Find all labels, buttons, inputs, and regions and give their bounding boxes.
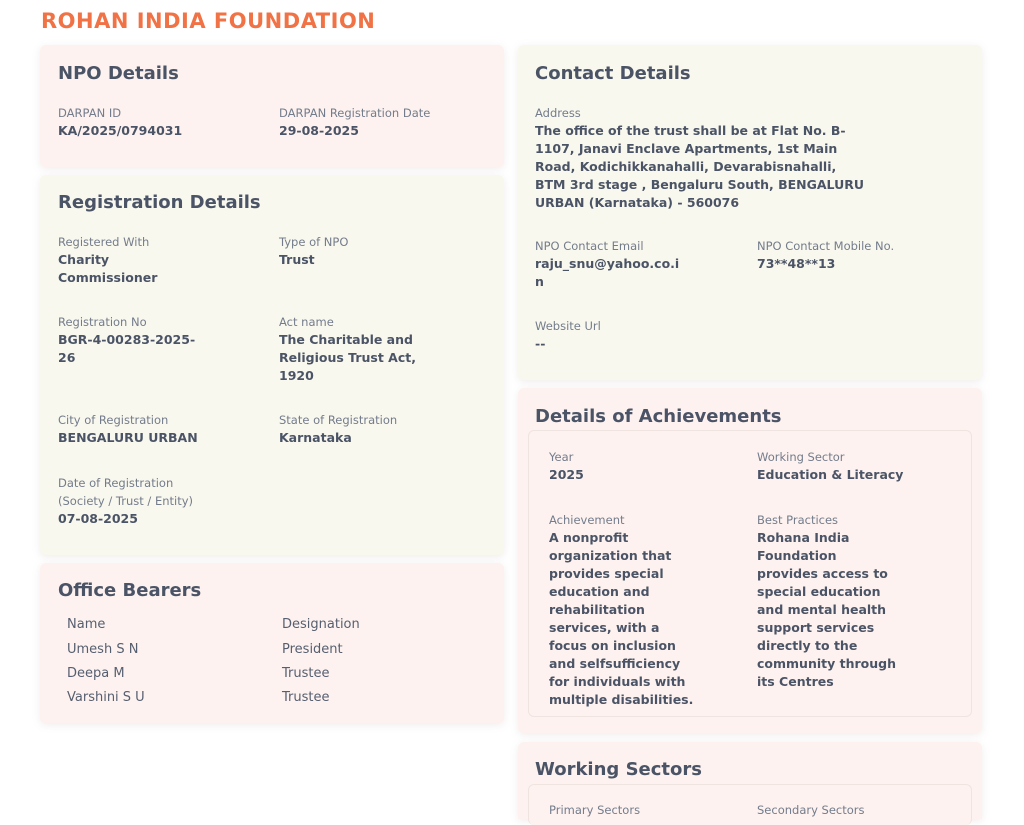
npo-details-card	[40, 45, 504, 167]
achievement-label: Achievement	[549, 513, 625, 527]
state-label: State of Registration	[279, 413, 398, 427]
contact-details-title: Contact Details	[535, 63, 691, 84]
act-name-value: The Charitable and Religious Trust Act, 1920	[279, 332, 416, 383]
darpan-reg-date-label: DARPAN Registration Date	[279, 106, 431, 120]
registration-date-label: Date of Registration (Society / Trust / Entity)	[58, 476, 194, 508]
year-label: Year	[549, 450, 574, 464]
working-sector-label: Working Sector	[757, 450, 845, 464]
achievement-entry	[528, 430, 972, 717]
address-value: The office of the trust shall be at Flat No. B- 1107, Janavi Enclave Apartments, 1st Main Road, Kodichikkanahalli, Devarabisnahalli, BTM 3rd stage , Bengaluru South, BENGALURU URBAN (Karnataka) - 560076	[535, 123, 864, 210]
column-header-name: Name	[67, 617, 106, 632]
working-sectors-card	[518, 742, 982, 819]
contact-email-value[interactable]: raju_snu@yahoo.co.i n	[535, 256, 680, 289]
year-value: 2025	[549, 467, 584, 482]
office-bearers-title: Office Bearers	[58, 580, 202, 601]
contact-mobile-value: 73**48**13	[757, 256, 836, 271]
website-label: Website Url	[535, 319, 601, 333]
table-row-name: Umesh S N	[67, 642, 139, 657]
table-row-designation: Trustee	[282, 666, 330, 681]
best-practices-value: Rohana India Foundation provides access to special education and mental health support services directly to the community through its Centres	[757, 530, 896, 689]
npo-details-title: NPO Details	[58, 63, 179, 84]
contact-details-card	[518, 45, 982, 380]
registration-details-title: Registration Details	[58, 192, 261, 213]
npo-type-value: Trust	[279, 252, 315, 267]
office-bearers-card	[40, 563, 504, 723]
city-label: City of Registration	[58, 413, 169, 427]
column-header-designation: Designation	[282, 617, 360, 632]
registered-with-label: Registered With	[58, 235, 150, 249]
contact-mobile-label: NPO Contact Mobile No.	[757, 239, 895, 253]
registration-no-value: BGR-4-00283-2025- 26	[58, 332, 196, 365]
address-label: Address	[535, 106, 581, 120]
state-value: Karnataka	[279, 430, 352, 445]
registration-date-value: 07-08-2025	[58, 511, 138, 526]
best-practices-label: Best Practices	[757, 513, 839, 527]
achievements-card	[518, 388, 982, 733]
working-sector-value: Education & Literacy	[757, 467, 904, 482]
table-row-designation: Trustee	[282, 690, 330, 705]
table-row-designation: President	[282, 642, 343, 657]
registration-details-card	[40, 175, 504, 555]
table-row-name: Varshini S U	[67, 690, 145, 705]
darpan-id-value: KA/2025/0794031	[58, 123, 183, 138]
darpan-id-label: DARPAN ID	[58, 106, 122, 120]
table-row-name: Deepa M	[67, 666, 125, 681]
organization-title: ROHAN INDIA FOUNDATION	[41, 9, 376, 33]
city-value: BENGALURU URBAN	[58, 430, 198, 445]
working-sectors-title: Working Sectors	[535, 759, 702, 780]
darpan-reg-date-value: 29-08-2025	[279, 123, 359, 138]
achievement-value: A nonprofit organization that provides special education and rehabilitation services, with a focus on inclusion and selfsufficiency for individuals with multiple disabilities.	[549, 530, 694, 707]
act-name-label: Act name	[279, 315, 334, 329]
website-value: --	[535, 336, 546, 351]
npo-type-label: Type of NPO	[279, 235, 349, 249]
registered-with-value: Charity Commissioner	[58, 252, 158, 285]
registration-no-label: Registration No	[58, 315, 147, 329]
primary-sectors-label: Primary Sectors	[549, 803, 641, 817]
contact-email-label: NPO Contact Email	[535, 239, 644, 253]
achievements-title: Details of Achievements	[535, 406, 782, 427]
secondary-sectors-label: Secondary Sectors	[757, 803, 865, 817]
